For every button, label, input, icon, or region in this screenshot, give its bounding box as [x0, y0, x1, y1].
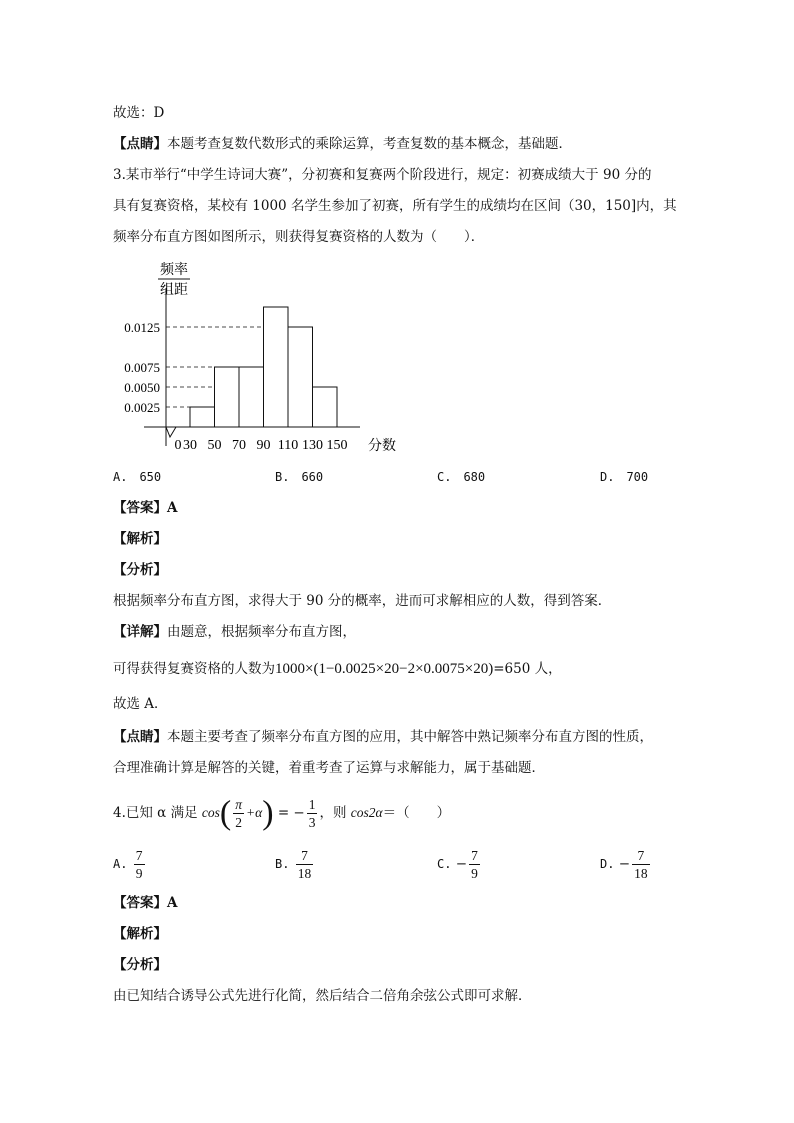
q3-detail-tag: 【详解】 [113, 624, 167, 640]
q4-pi-over-2 [233, 796, 244, 831]
q3-fenxi-text: 根据频率分布直方图，求得大于 90 分的概率，进而可求解相应的人数，得到答案． [113, 593, 612, 609]
histogram-bar-130-150 [313, 387, 338, 427]
q4-fenxi-heading: 【分析】 [113, 957, 167, 973]
q4-option-b-fraction [296, 847, 314, 882]
q3-point-line-1 [113, 727, 653, 747]
q4-option-c[interactable] [437, 847, 482, 882]
q4-fenxi-text: 由已知结合诱导公式先进行化简，然后结合二倍角余弦公式即可求解． [113, 988, 532, 1004]
q3-option-a[interactable]: A. 650 [113, 470, 162, 484]
q3-calculation-line [113, 659, 562, 679]
q4-option-b-num: 7 [301, 848, 308, 863]
q4-option-c-fraction [469, 847, 480, 882]
q4-plus-alpha: +α [245, 805, 263, 820]
y-tick-label: 0.0125 [124, 320, 160, 335]
y-tick-label: 0.0075 [124, 360, 160, 375]
y-tick-label: 0.0025 [124, 400, 160, 415]
q4-option-b-label: B. [275, 857, 290, 871]
previous-answer-line [113, 103, 164, 123]
x-tick-label: 90 [256, 438, 271, 453]
x-tick-label: 150 [326, 438, 348, 453]
q4-option-a-num: 7 [135, 848, 143, 863]
point-text: 本题考查复数代数形式的乘除运算，考查复数的基本概念，基础题． [167, 136, 572, 152]
question-3-line-2: 具有复赛资格，某校有 1000 名学生参加了初赛，所有学生的成绩均在区间（30，150]内，其 [113, 198, 677, 214]
q4-option-c-sign: − [455, 856, 468, 872]
histogram-bar-70-90 [239, 367, 264, 427]
x-tick-label: 70 [232, 438, 246, 453]
point-tag: 【点睛】 [113, 136, 167, 152]
q4-option-a-fraction [134, 847, 145, 882]
q3-calc-suffix: =650 人， [493, 661, 562, 677]
q4-option-d[interactable] [600, 847, 652, 882]
q4-option-d-sign: − [618, 856, 631, 872]
q4-option-a-label: A. [113, 857, 128, 871]
previous-point-line [113, 134, 572, 154]
q4-pi: π [235, 797, 242, 812]
q4-right-paren: ) [262, 794, 274, 832]
q4-option-d-num: 7 [637, 848, 645, 863]
q3-fenxi-heading: 【分析】 [113, 562, 167, 578]
q4-prefix: 4.已知 α 满足 [113, 805, 198, 821]
q3-point-line-2: 合理准确计算是解答的关键，着重考查了运算与求解能力，属于基础题． [113, 760, 545, 776]
histogram-bar-90-110 [264, 307, 289, 427]
q3-option-b[interactable]: B. 660 [275, 470, 324, 484]
q3-calc-expression: 1000×(1−0.0025×20−2×0.0075×20) [275, 661, 494, 677]
q4-option-d-fraction [632, 847, 650, 882]
histogram-bar-50-70 [215, 367, 240, 427]
q4-option-b-den: 18 [297, 866, 312, 881]
histogram-bar-30-50 [190, 407, 215, 427]
q4-then: ，则 [319, 805, 347, 821]
q4-left-paren: ( [219, 794, 232, 832]
q4-option-d-label: D. [600, 857, 615, 871]
q4-option-b[interactable] [275, 847, 315, 882]
x-tick-label: 50 [207, 438, 222, 453]
q3-option-d[interactable]: D. 700 [600, 470, 649, 484]
q3-detail-text: 由题意，根据频率分布直方图， [167, 624, 356, 640]
q4-one-third [307, 796, 318, 831]
q4-option-c-den: 9 [471, 866, 478, 881]
q3-point-text-1: 本题主要考查了频率分布直方图的应用，其中解答中熟记频率分布直方图的性质， [167, 729, 653, 745]
q4-answer: 【答案】A [113, 895, 178, 911]
q4-option-a-den: 9 [135, 866, 143, 881]
q4-tail: ＝（ ） [382, 805, 451, 821]
q4-cos2a: cos2α [350, 805, 383, 820]
q3-choose-line: 故选 A． [113, 696, 168, 712]
q4-option-c-label: C. [437, 857, 452, 871]
q4-two: 2 [235, 815, 242, 830]
q3-detail-line [113, 622, 356, 642]
q3-analysis-heading: 【解析】 [113, 531, 167, 547]
q4-option-a[interactable] [113, 847, 147, 882]
question-3-line-1: 3.某市举行“中学生诗词大赛”，分初赛和复赛两个阶段进行，规定：初赛成绩大于 90 分的 [113, 167, 652, 183]
q4-three: 3 [308, 815, 316, 830]
q4-one: 1 [308, 797, 316, 812]
frequency-histogram [110, 258, 410, 458]
q4-analysis-heading: 【解析】 [113, 926, 167, 942]
x-axis-label: 分数 [368, 439, 396, 454]
histogram-bar-110-130 [288, 327, 313, 427]
x-tick-label: 30 [183, 438, 197, 453]
y-tick-label: 0.0050 [124, 380, 160, 395]
q4-option-d-den: 18 [634, 866, 648, 881]
q4-cos: cos [201, 805, 220, 820]
q3-calc-prefix: 可得获得复赛资格的人数为 [113, 661, 275, 677]
q4-option-c-num: 7 [471, 848, 478, 863]
q3-point-tag: 【点睛】 [113, 729, 167, 745]
previous-answer-text: 故选：D [113, 105, 165, 121]
q4-equals: = − [277, 805, 305, 821]
q3-answer: 【答案】A [113, 500, 178, 516]
x-tick-label: 0 [174, 438, 182, 453]
q3-option-c[interactable]: C. 680 [437, 470, 486, 484]
x-tick-label: 110 [277, 438, 299, 453]
x-tick-label: 130 [302, 438, 323, 453]
axis-break-mark [166, 427, 176, 437]
question-4-stem [113, 793, 450, 833]
y-axis-label-denominator: 组距 [160, 283, 188, 298]
question-3-line-3: 频率分布直方图如图所示，则获得复赛资格的人数为（ ）． [113, 229, 485, 245]
y-axis-label-numerator: 频率 [160, 263, 188, 278]
